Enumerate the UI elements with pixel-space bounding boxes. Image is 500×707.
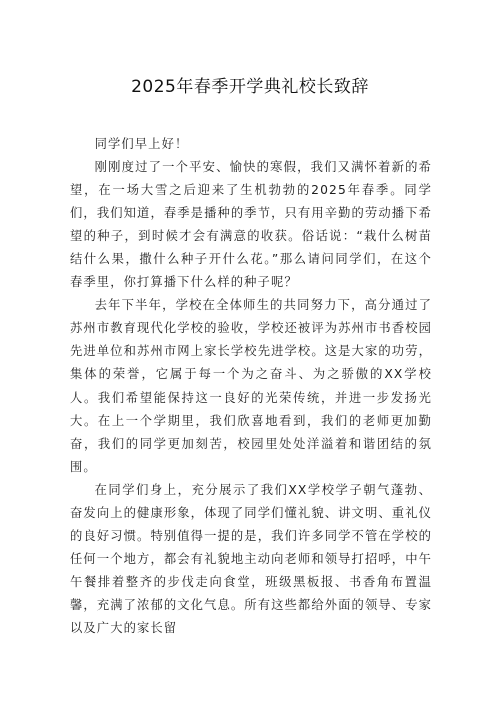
document-title: 2025年春季开学典礼校长致辞 xyxy=(131,77,369,97)
paragraph: 刚刚度过了一个平安、愉快的寒假，我们又满怀着新的希望，在一场大雪之后迎来了生机勃勃的2025年春季。同学们，我们知道，春季是播种的季节，只有用辛勤的劳动播下希望的种子，到时候才会有满意的收获。俗话说：“栽什么树苗结什么果，撒什么种子开什么花。”那么请问同学们，在这个春季里，你打算播下什么样的种子呢？ xyxy=(70,160,432,290)
paragraph-greeting: 同学们早上好！ xyxy=(94,137,189,151)
document-body xyxy=(70,133,432,640)
paragraph: 去年下半年，学校在全体师生的共同努力下，高分通过了苏州市教育现代化学校的验收，学校还被评为苏州市书香校园先进单位和苏州市网上家长学校先进学校。这是大家的功劳，集体的荣誉，它属于每一个为之奋斗、为之骄傲的XX学校人。我们希望能保持这一良好的光荣传统，并进一步发扬光大。在上一个学期里，我们欣喜地看到，我们的老师更加勤奋，我们的同学更加刻苦，校园里处处洋溢着和谐团结的氛围。 xyxy=(70,298,432,474)
paragraph: 在同学们身上，充分展示了我们XX学校学子朝气蓬勃、奋发向上的健康形象，体现了同学们懂礼貌、讲文明、重礼仪的良好习惯。特别值得一提的是，我们许多同学不管在学校的任何一个地方，都会有礼貌地主动向老师和领导打招呼，中午午餐排着整齐的步伐走向食堂，班级黑板报、书香角布置温馨，充满了浓郁的文化气息。所有这些都给外面的领导、专家以及广大的家长留 xyxy=(70,482,432,635)
